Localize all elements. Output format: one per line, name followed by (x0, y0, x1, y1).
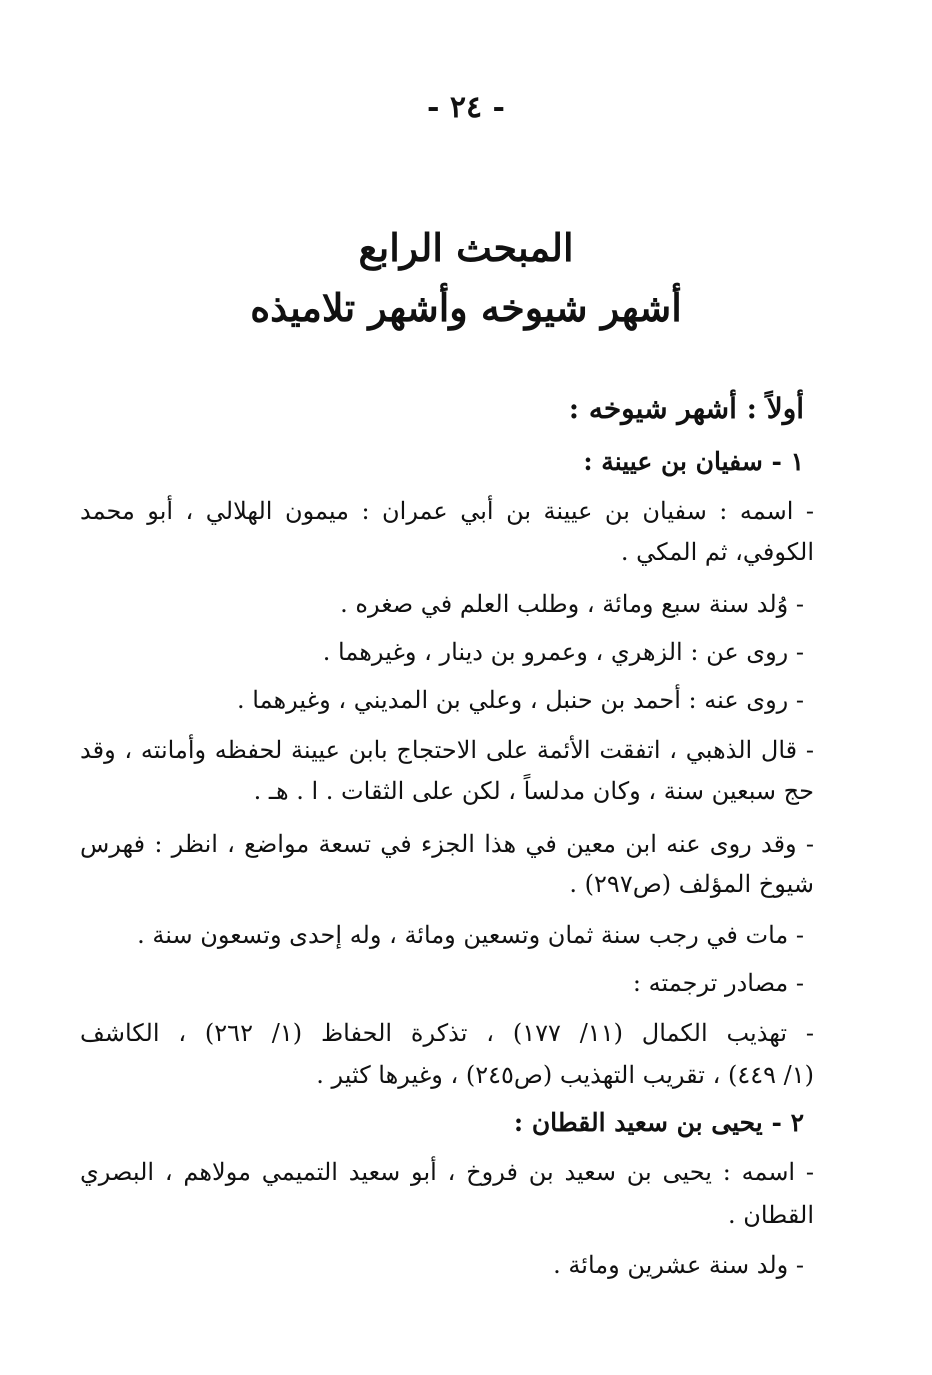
sheikh1-dhahabi-line2: حج سبعين سنة ، وكان مدلساً ، لكن على الثقات . ا . هـ . (253, 777, 814, 805)
page-number: - ٢٤ - (426, 90, 506, 125)
section-heading: أولاً : أشهر شيوخه : (568, 392, 804, 425)
sheikh1-ibn-main-line1: - وقد روى عنه ابن معين في هذا الجزء في تسعة مواضع ، انظر : فهرس (80, 830, 814, 858)
chapter-title: المبحث الرابع (358, 225, 574, 270)
sheikh2-name-line1: - اسمه : يحيى بن سعيد بن فروخ ، أبو سعيد التميمي مولاهم ، البصري (80, 1158, 814, 1186)
sheikh1-birth: - وُلد سنة سبع ومائة ، وطلب العلم في صغره . (340, 590, 804, 618)
sheikh1-heading: ١ - سفيان بن عيينة : (583, 447, 804, 476)
sheikh1-name-line1: - اسمه : سفيان بن عيينة بن أبي عمران : ميمون الهلالي ، أبو محمد (80, 497, 814, 525)
sheikh1-narrated-by: - روى عنه : أحمد بن حنبل ، وعلي بن المديني ، وغيرهما . (237, 686, 804, 714)
sheikh1-death: - مات في رجب سنة ثمان وتسعين ومائة ، وله إحدى وتسعون سنة . (137, 921, 804, 949)
sheikh1-ibn-main-line2: شيوخ المؤلف (ص٢٩٧) . (569, 870, 814, 898)
chapter-subtitle: أشهر شيوخه وأشهر تلاميذه (250, 285, 682, 330)
sheikh1-dhahabi-line1: - قال الذهبي ، اتفقت الأئمة على الاحتجاج بابن عيينة لحفظه وأمانته ، وقد (80, 736, 814, 764)
sheikh2-heading: ٢ - يحيى بن سعيد القطان : (513, 1108, 804, 1137)
sheikh1-narrated-from: - روى عن : الزهري ، وعمرو بن دينار ، وغيرهما . (322, 638, 804, 666)
sheikh1-name-line2: الكوفي، ثم المكي . (620, 538, 814, 566)
sheikh1-sources-label: - مصادر ترجمته : (632, 969, 804, 997)
sheikh2-name-line2: القطان . (727, 1201, 814, 1229)
sheikh2-birth: - ولد سنة عشرين ومائة . (553, 1251, 804, 1279)
sheikh1-sources-line1: - تهذيب الكمال (١١/ ١٧٧) ، تذكرة الحفاظ (١/ ٢٦٢) ، الكاشف (80, 1019, 814, 1047)
sheikh1-sources-line2: (١/ ٤٤٩) ، تقريب التهذيب (ص٢٤٥) ، وغيرها كثير . (316, 1061, 814, 1089)
